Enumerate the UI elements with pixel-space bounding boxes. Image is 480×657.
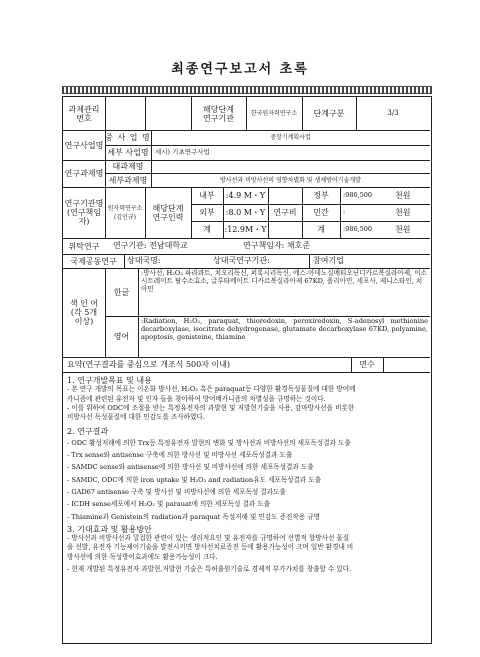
intl-join: 참여기업 [313, 256, 344, 265]
impact-line: 방사선에 의한 독성방어효과에도 활용가능성이 크다. [67, 552, 218, 561]
lead-label: 연구기관명 (연구책임자) [64, 199, 104, 226]
main-project-label: 대과제명 [112, 162, 144, 171]
cost-label: 연구비 [273, 208, 297, 217]
impact-line: - 방사선과 비방사선과 밀접한 관련이 있는 생리적요인 및 유전자를 규명하여 선별적 항방사선 물질 [67, 534, 350, 543]
cost-private-label: 민간 [313, 208, 329, 217]
cost-private-unit: 천원 [395, 208, 411, 217]
sub-project-value: 방사선과 비방사선의 영향차별화 및 생체방어기술개발 [220, 176, 361, 184]
cost-total-unit: 천원 [395, 225, 411, 234]
results-line: - ICDH sense세포에서 H₂O₂ 및 parauat에 의한 세포독성 결과 도출 [67, 500, 271, 509]
results-line: - ODC 활성저해에 의한 Trx등 특정유전자 발현의 변화 및 방사선과 비방사선의 세포독성결과 도출 [67, 438, 351, 447]
section-goals-heading: 1. 연구개발목표 및 내용 [67, 376, 152, 385]
org-value: 한국원자력연구소 [250, 110, 298, 117]
summary-body [67, 376, 429, 574]
delegated-label: 위탁연구 [68, 241, 100, 251]
goals-line: 카니즘에 관련된 유전자 및 인자 들을 찾아하여 방어메카니즘의 차별성을 규명하는 것이다. [67, 394, 326, 403]
main-project-value [155, 160, 430, 173]
mgmt-no-label: 과제관리 번호 [68, 104, 100, 123]
keyword-kr-label: 한글 [113, 287, 130, 297]
staff-external-value: :8.0 M・Y [225, 208, 266, 217]
intl-label: 국제공동연구 [70, 256, 117, 266]
staff-internal-label: 내부 [199, 191, 215, 200]
impact-line: 을 선발, 유전자 기능제어기술을 발전시키면 방사선치료증진 등에 활용가능성이 크며 일반 환경내 비 [67, 543, 354, 552]
goals-line: 비방사선 독성물질에 대한 민감도를 조사하였다. [67, 413, 205, 422]
program-label: 연구사업명 [64, 140, 104, 150]
section-results-heading: 2. 연구결과 [67, 427, 109, 437]
summary-label: 요약(연구결과를 중심으로 개조식 500자 이내) [67, 360, 231, 369]
cost-gov-unit: 천원 [395, 191, 411, 200]
cost-gov-label: 정부 [313, 191, 329, 200]
stage-label: 단계구분 [313, 109, 345, 118]
delegated-org: 연구기관: 전남대학교 [113, 241, 188, 250]
cost-gov-value: :986,500 [343, 191, 373, 199]
staff-total-value: :12.9M・Y [224, 225, 267, 234]
cost-total-value: :986,500 [343, 225, 373, 233]
intl-org: 상대국연구기관: [213, 256, 270, 265]
goals-line: - 본 연구 개발의 목표는 이온화 방사선, H₂O₂ 혹은 paraquat등 다양한 환경독성물질에 대한 방어메 [67, 385, 356, 394]
delegated-lead: 연구책임자: 채호준 [243, 241, 311, 250]
title-divider [62, 86, 432, 94]
staff-total-label: 계 [203, 225, 211, 234]
intl-country: 상대국명: [127, 256, 161, 265]
cost-total-label: 계 [317, 225, 325, 234]
report-title: 최종연구보고서 초록 [171, 62, 309, 77]
org-label: 해당단계 연구기관 [203, 104, 234, 123]
stage-value: 3/3 [387, 109, 399, 117]
cost-private-value: : [343, 208, 346, 216]
sub-project-label: 세부과제명 [108, 175, 148, 185]
staff-label: 해당단계 연구인력 [152, 203, 184, 222]
project-label: 연구과제명 [64, 169, 104, 178]
abstract-table [62, 96, 432, 644]
pages-label: 면수 [359, 360, 375, 369]
staff-internal-value: :4.9 M・Y [225, 191, 266, 200]
staff-external-label: 외부 [199, 208, 215, 217]
section-impact-heading: 3. 기대효과 및 활용방안 [67, 524, 152, 534]
impact-line: - 현재 개발된 특정유전자 과발현,저발현 기술은 특허출원기술로 경제적 부가가치를 창출할 수 있다. [67, 565, 352, 574]
mid-program-label: 중 사 업 명 [105, 133, 151, 142]
results-line: - Trx sense와 antisense 구축에 의한 방사선 및 비방사선 세포독성결과 도출 [67, 451, 293, 460]
keyword-en-value: :Radiation, H₂O₂, paraquat, thioredoxin, peroxiredoxin, S-adenosyl methionine decarboxylase, isocitrate dehydrogenase, glutamate decarboxylase 67KD, polyamine, apoptosis, genisteine, thiamine [141, 317, 428, 342]
keyword-kr-value: :방사선, H₂O₂ 파라콰트, 치오리독신, 퍼록시리독신, 에스-아데노실메티오닌디카르복실라아제, 이소시트레이트 탈수소효소, 글루타메이트 디카르복실라아제 67KD, 폴리아민, 세포사, 제니스타인, 치아민 [141, 269, 427, 294]
sub-program-value: 세시) 기초연구사업 [155, 148, 210, 156]
results-line: - GAD67 antisense 구축 및 방사선 및 비방사선에 의한 세포독성 결과도출 [67, 487, 286, 496]
results-line: - Thiamine과 Genistein의 radiation과 paraquat 독성저해 및 민감도 증진작용 규명 [67, 512, 320, 521]
lead-value: 원자력연구소 (김인규) [107, 204, 143, 221]
results-line: - SAMDC, ODC에 의한 iron uptake 및 H₂O₂ and radiation유도 세포독성결과 도출 [67, 475, 322, 484]
goals-line: - 이를 위하여 ODC에 조절을 받는 특정유전자의 과발현 및 저발현기술을 사용, 감마방사선을 비롯한 [67, 403, 355, 412]
keyword-en-label: 영어 [113, 332, 130, 341]
keyword-label: 색 인 어 (각 5개 이상) [69, 299, 99, 326]
mid-program-value: 중장기계획사업 [270, 134, 311, 141]
sub-program-label: 세부 사업명 [107, 148, 149, 157]
results-line: - SAMDC sense와 antisense에 의한 방사선 및 비방사선에 의한 세포독성결과 도출 [67, 463, 314, 472]
